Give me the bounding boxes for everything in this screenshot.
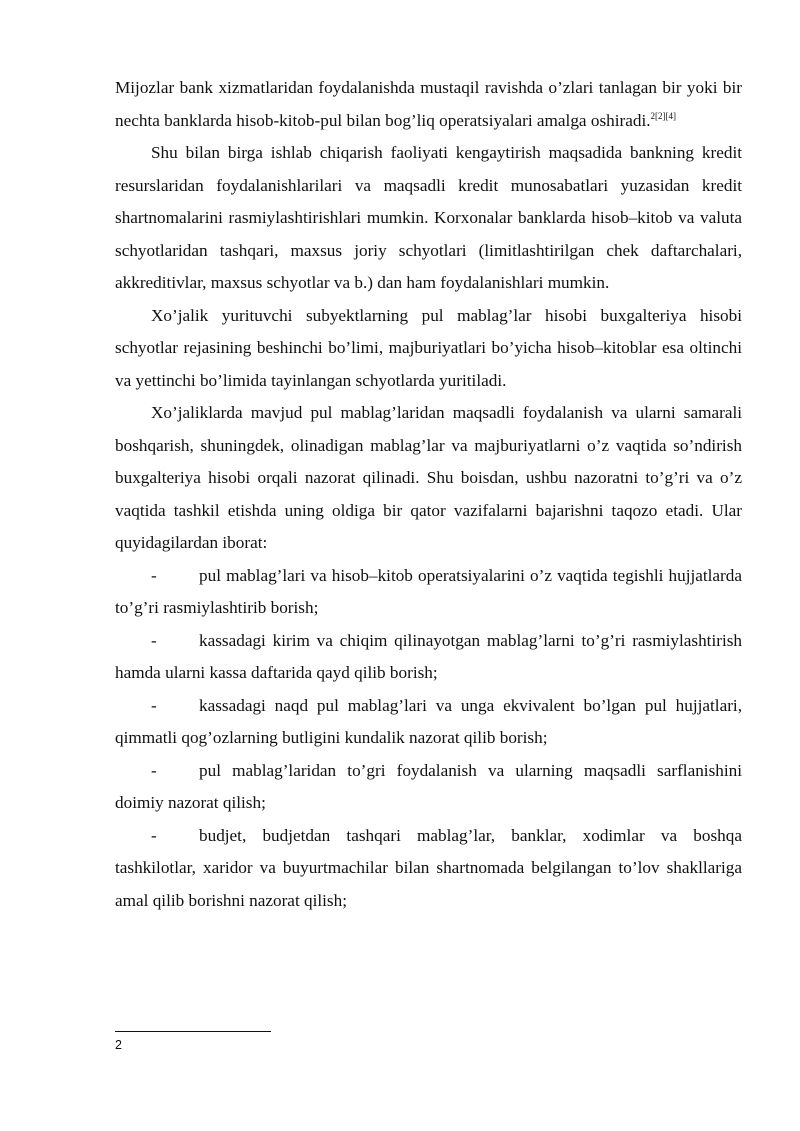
list-item-text: kassadagi kirim va chiqim qilinayotgan mablag’larni to’g’ri rasmiylashtirish hamda ularni kassa daftarida qayd qilib borish; (115, 630, 742, 682)
list-dash: - (151, 760, 157, 780)
list-item-text: pul mablag’laridan to’gri foydalanish va ularning maqsadli sarflanishini doimiy nazorat qilish; (115, 760, 742, 812)
paragraph-chart-of-accounts: Xo’jalik yurituvchi subyektlarning pul mablag’lar hisobi buxgalteriya hisobi schyotlar rejasining beshinchi bo’limi, majburiyatlari bo’yicha hisob–kitoblar esa oltinchi va yettinchi bo’limida tayinlangan schyotlarda yuritiladi. (115, 305, 742, 390)
list-item-text: pul mablag’lari va hisob–kitob operatsiyalarini o’z vaqtida tegishli hujjatlarda to’g’ri rasmiylashtirib borish; (115, 565, 742, 617)
paragraph-credit-resources: Shu bilan birga ishlab chiqarish faoliyati kengaytirish maqsadida bankning kredit resurslaridan foydalanishlarilari va maqsadli kredit munosabatlari yuzasidan kredit shartnomalarini rasmiylashtirishlari mumkin. Korxonalar banklarda hisob–kitob va valuta schyotlaridan tashqari, maxsus joriy schyotlari (limitlashtirilgan chek daftarchalari, akkreditivlar, maxsus schyotlar va b.) dan ham foydalanishlari mumkin. (115, 143, 742, 292)
list-item (115, 625, 742, 690)
paragraph-intro (115, 72, 742, 137)
document-page (115, 72, 742, 917)
list-item (115, 755, 742, 820)
list-dash: - (151, 695, 157, 715)
tasks-list (115, 560, 742, 918)
list-item (115, 690, 742, 755)
footnote-number: 2 (115, 1038, 122, 1052)
list-item (115, 560, 742, 625)
list-dash: - (151, 825, 157, 845)
paragraph-control-tasks: Xo’jaliklarda mavjud pul mablag’laridan maqsadli foydalanish va ularni samarali boshqarish, shuningdek, olinadigan mablag’lar va majburiyatlarni o’z vaqtida so’ndirish buxgalteriya hisobi orqali nazorat qilinadi. Shu boisdan, ushbu nazoratni to’g’ri va o’z vaqtida tashkil etishda uning oldiga bir qator vazifalarni bajarishni taqozo etadi. Ular quyidagilardan iborat: (115, 403, 742, 552)
list-dash: - (151, 565, 157, 585)
paragraph-intro-text: Mijozlar bank xizmatlaridan foydalanishda mustaqil ravishda o’zlari tanlagan bir yoki bir nechta banklarda hisob-kitob-pul bilan bog’liq operatsiyalari amalga oshiradi. (115, 78, 742, 130)
list-item-text: kassadagi naqd pul mablag’lari va unga ekvivalent bo’lgan pul hujjatlari, qimmatli qog’ozlarning butligini kundalik nazorat qilib borish; (115, 695, 742, 747)
footnote-reference[interactable]: 2[2][4] (650, 110, 677, 121)
list-item-text: budjet, budjetdan tashqari mablag’lar, banklar, xodimlar va boshqa tashkilotlar, xaridor va buyurtmachilar bilan shartnomada belgilangan to’lov shakllariga amal qilib borishni nazorat qilish; (115, 825, 742, 910)
list-item (115, 820, 742, 918)
list-dash: - (151, 630, 157, 650)
footnote-separator (115, 1031, 271, 1032)
